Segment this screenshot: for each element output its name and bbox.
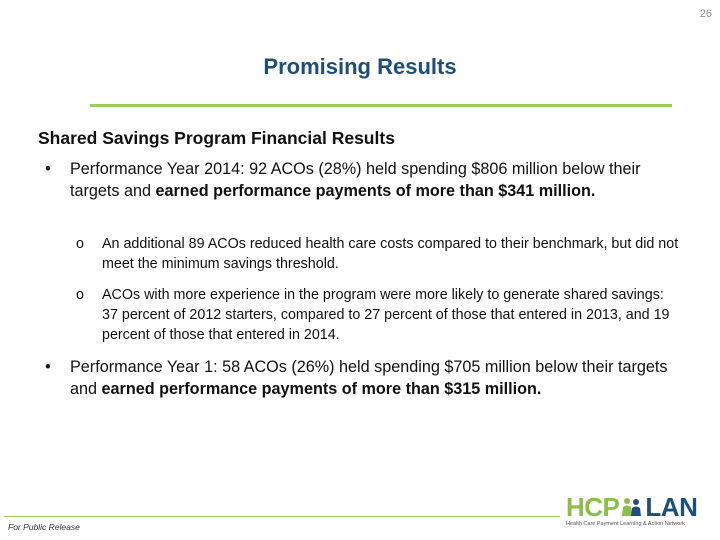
bullet-item: [38, 356, 688, 400]
footer-divider: [4, 516, 560, 517]
bullet-text: [70, 356, 688, 400]
slide-number: 26: [699, 8, 712, 20]
bullet-text: [70, 158, 688, 202]
people-icon: [621, 496, 643, 518]
bullet-text-regular: Performance Year 1: 58 ACOs (26%) held spending $705 million below their targets and: [70, 358, 668, 398]
logo-wordmark: [566, 494, 697, 520]
sub-bullet-item: [72, 234, 682, 274]
footer-label: For Public Release: [8, 522, 80, 532]
bullet-text-regular: Performance Year 2014: 92 ACOs (28%) held spending $806 million below their targets and: [70, 160, 641, 200]
sub-bullet-text: ACOs with more experience in the program were more likely to generate shared savings: 37 percent of 2012 starters, compared to 27 percent of those that entered in 2013, and 19 percent of those that entered in 2014.: [102, 287, 670, 343]
sub-bullet-item: [72, 285, 682, 345]
logo-tagline: Health Care Payment Learning & Action Network: [566, 521, 685, 527]
bullet-marker: •: [45, 160, 51, 178]
sub-bullet-text: An additional 89 ACOs reduced health care costs compared to their benchmark, but did not meet the minimum savings threshold.: [102, 236, 679, 272]
section-subtitle: Shared Savings Program Financial Results: [38, 128, 395, 148]
bullet-marker: •: [45, 358, 51, 376]
sub-bullet-marker: o: [76, 287, 84, 303]
hcp-lan-logo: [566, 494, 714, 534]
sub-bullet-marker: o: [76, 236, 84, 252]
bullet-text-bold: earned performance payments of more than $341 million.: [155, 182, 596, 200]
logo-hcp: HCP: [566, 492, 620, 522]
logo-lan: LAN: [645, 492, 698, 522]
bullet-item: [38, 158, 688, 202]
bullet-text-bold: earned performance payments of more than $315 million.: [101, 380, 542, 398]
page-title: Promising Results: [263, 54, 457, 79]
title-divider: [90, 104, 672, 107]
